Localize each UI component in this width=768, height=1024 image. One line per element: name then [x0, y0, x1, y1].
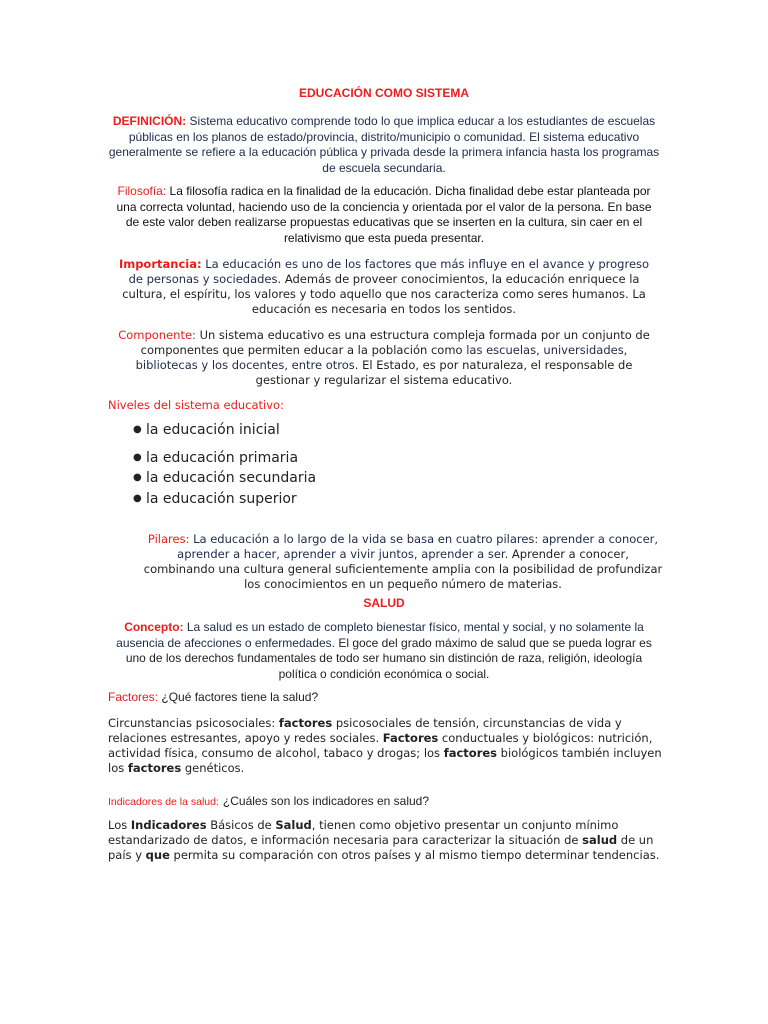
level-item: ● la educación secundaria [133, 468, 316, 489]
level-item: ● la educación inicial [133, 420, 316, 441]
component-text-2: las escuelas, universidades, bibliotecas y los docentes, entre otros. [135, 343, 628, 372]
pillars-paragraph [143, 532, 663, 592]
pillars-text-extra: Aprender a conocer, combinando una cultura general suficientemente amplia con la posibilidad de profundizar los conocimientos en un pequeño número de materias. [143, 547, 663, 591]
concept-paragraph [110, 620, 658, 682]
concept-label: Concepto: [124, 620, 184, 634]
concept-text-extra: El goce del grado máximo de salud que se pueda lograr es uno de los derechos fundamentales de todo ser humano sin distinción de raza, religión, ideología política o condición económica o social. [125, 635, 652, 681]
levels-heading: Niveles del sistema educativo: [108, 398, 284, 412]
levels-list [133, 420, 316, 509]
bullet-icon: ● [133, 472, 142, 483]
philosophy-label: Filosofía: [117, 184, 167, 198]
importance-text-extra: Además de proveer conocimientos, la educación enriquece la cultura, el espíritu, los valores y todo aquello que nos caracteriza como seres humanos. La educación es necesaria en todos los sentidos. [122, 272, 646, 316]
factors-label: Factores: [108, 690, 159, 704]
importance-label: Importancia: [118, 257, 202, 271]
pillars-label: Pilares: [147, 532, 190, 546]
component-paragraph [108, 328, 660, 388]
level-item: ● la educación superior [133, 489, 316, 510]
philosophy-paragraph [110, 184, 658, 246]
bullet-icon: ● [133, 424, 142, 435]
component-label: Componente: [118, 328, 196, 342]
definition-label: DEFINICIÓN: [112, 114, 187, 128]
indicators-heading [108, 793, 429, 810]
philosophy-text: La filosofía radica en la finalidad de la educación. Dicha finalidad debe estar planteada por una correcta voluntad, haciendo uso de la conciencia y orientada por el valor de la persona. En base de este valor deben realizarse propuestas educativas que se inserten en la cultura, sin caer en el relativismo que esta pueda presentar. [116, 184, 652, 245]
indicators-paragraph: Los Indicadores Básicos de Salud, tienen como objetivo presentar un conjunto mínimo estandarizado de datos, e información necesaria para caracterizar la situación de salud de un país y que permita su comparación con otros países y al mismo tiempo determinar tendencias. [108, 818, 660, 862]
factors-heading [108, 690, 318, 705]
indicators-label: Indicadores de la salud: [108, 796, 219, 808]
indicators-question: ¿Cuáles son los indicadores en salud? [222, 794, 430, 808]
concept-text-main: La salud es un estado de completo bienestar físico, mental y social, y no solamente la ausencia de afecciones o enfermedades. [116, 620, 644, 650]
component-text-3: El Estado, es por naturaleza, el responsable de gestionar y regularizar el sistema educativo. [255, 358, 633, 387]
definition-text: Sistema educativo comprende todo lo que implica educar a los estudiantes de escuelas públicas en los planos de estado/provincia, distrito/municipio o comunidad. El sistema educativo generalmente se refiere a la educación pública y privada desde la primera infancia hasta los programas de escuela secundaria. [108, 114, 660, 175]
bullet-icon: ● [133, 492, 142, 504]
education-title: EDUCACIÓN COMO SISTEMA [298, 86, 469, 100]
definition-paragraph [108, 114, 660, 176]
pillars-text-main: La educación a lo largo de la vida se basa en cuatro pilares: aprender a conocer, aprender a hacer, aprender a vivir juntos, aprender a ser. [177, 532, 659, 561]
factors-paragraph: Circunstancias psicosociales: factores psicosociales de tensión, circunstancias de vida y relaciones estresantes, apoyo y redes sociales. Factores conductuales y biológicos: nutrición, actividad física, consumo de alcohol, tabaco y drogas; los factores biológicos también incluyen los factores genéticos. [108, 716, 662, 775]
importance-paragraph [110, 257, 658, 317]
health-title: SALUD [363, 596, 405, 610]
factors-question: ¿Qué factores tiene la salud? [161, 690, 319, 704]
importance-text-main: La educación es uno de los factores que más influye en el avance y progreso de personas y sociedades. [128, 257, 650, 286]
level-item: ● la educación primaria [133, 448, 316, 469]
component-text-1: Un sistema educativo es una estructura compleja formada por un conjunto de componentes que permiten educar a la población como [140, 328, 650, 357]
bullet-icon: ● [133, 451, 142, 463]
